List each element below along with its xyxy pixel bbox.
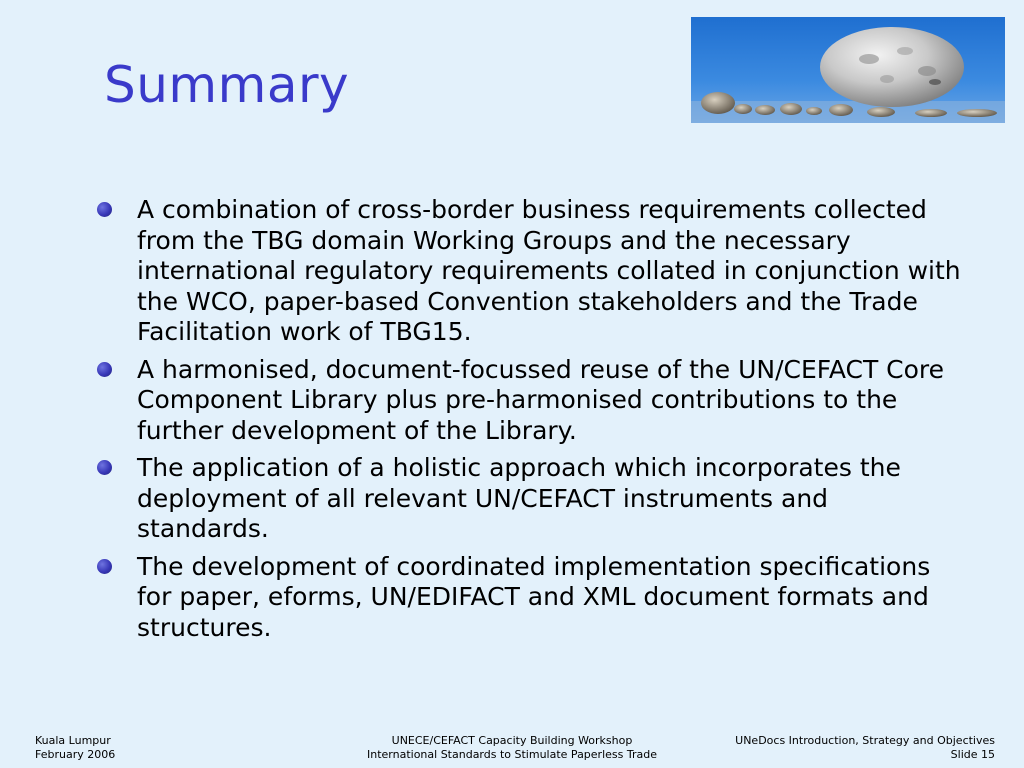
bullet-item	[97, 195, 967, 348]
bullet-dot-icon	[97, 460, 112, 475]
bullet-item	[97, 355, 967, 447]
bullet-text: The application of a holistic approach which incorporates the deployment of all relevant UN/CEFACT instruments and standards.	[137, 453, 901, 543]
bullet-item	[97, 453, 967, 545]
footer-event	[300, 734, 724, 762]
bullet-list	[97, 195, 967, 650]
footer-location: Kuala Lumpur	[35, 734, 111, 747]
stones-photo	[691, 17, 1005, 123]
footer-location-date	[35, 734, 115, 762]
footer-theme: International Standards to Stimulate Paperless Trade	[367, 748, 657, 761]
bullet-dot-icon	[97, 202, 112, 217]
bullet-text: A harmonised, document-focussed reuse of the UN/CEFACT Core Component Library plus pre-harmonised contributions to the further development of the Library.	[137, 354, 945, 445]
footer-slide-number: Slide 15	[950, 748, 995, 761]
bullet-text: A combination of cross-border business requirements collected from the TBG domain Working Groups and the necessary international regulatory requirements collated in conjunction with the WCO, paper-based Convention stakeholders and the Trade Facilitation work of TBG15.	[137, 195, 961, 346]
bullet-item	[97, 552, 967, 644]
footer-presentation-title: UNeDocs Introduction, Strategy and Objectives	[735, 734, 995, 747]
bullet-text: The development of coordinated implementation specifications for paper, eforms, UN/EDIFACT and XML document formats and structures.	[137, 551, 931, 642]
footer-date: February 2006	[35, 748, 116, 761]
bullet-dot-icon	[97, 362, 112, 377]
bullet-dot-icon	[97, 559, 112, 574]
footer-workshop: UNECE/CEFACT Capacity Building Workshop	[391, 734, 633, 747]
slide-title: Summary	[104, 56, 350, 114]
footer-presentation	[735, 734, 995, 762]
